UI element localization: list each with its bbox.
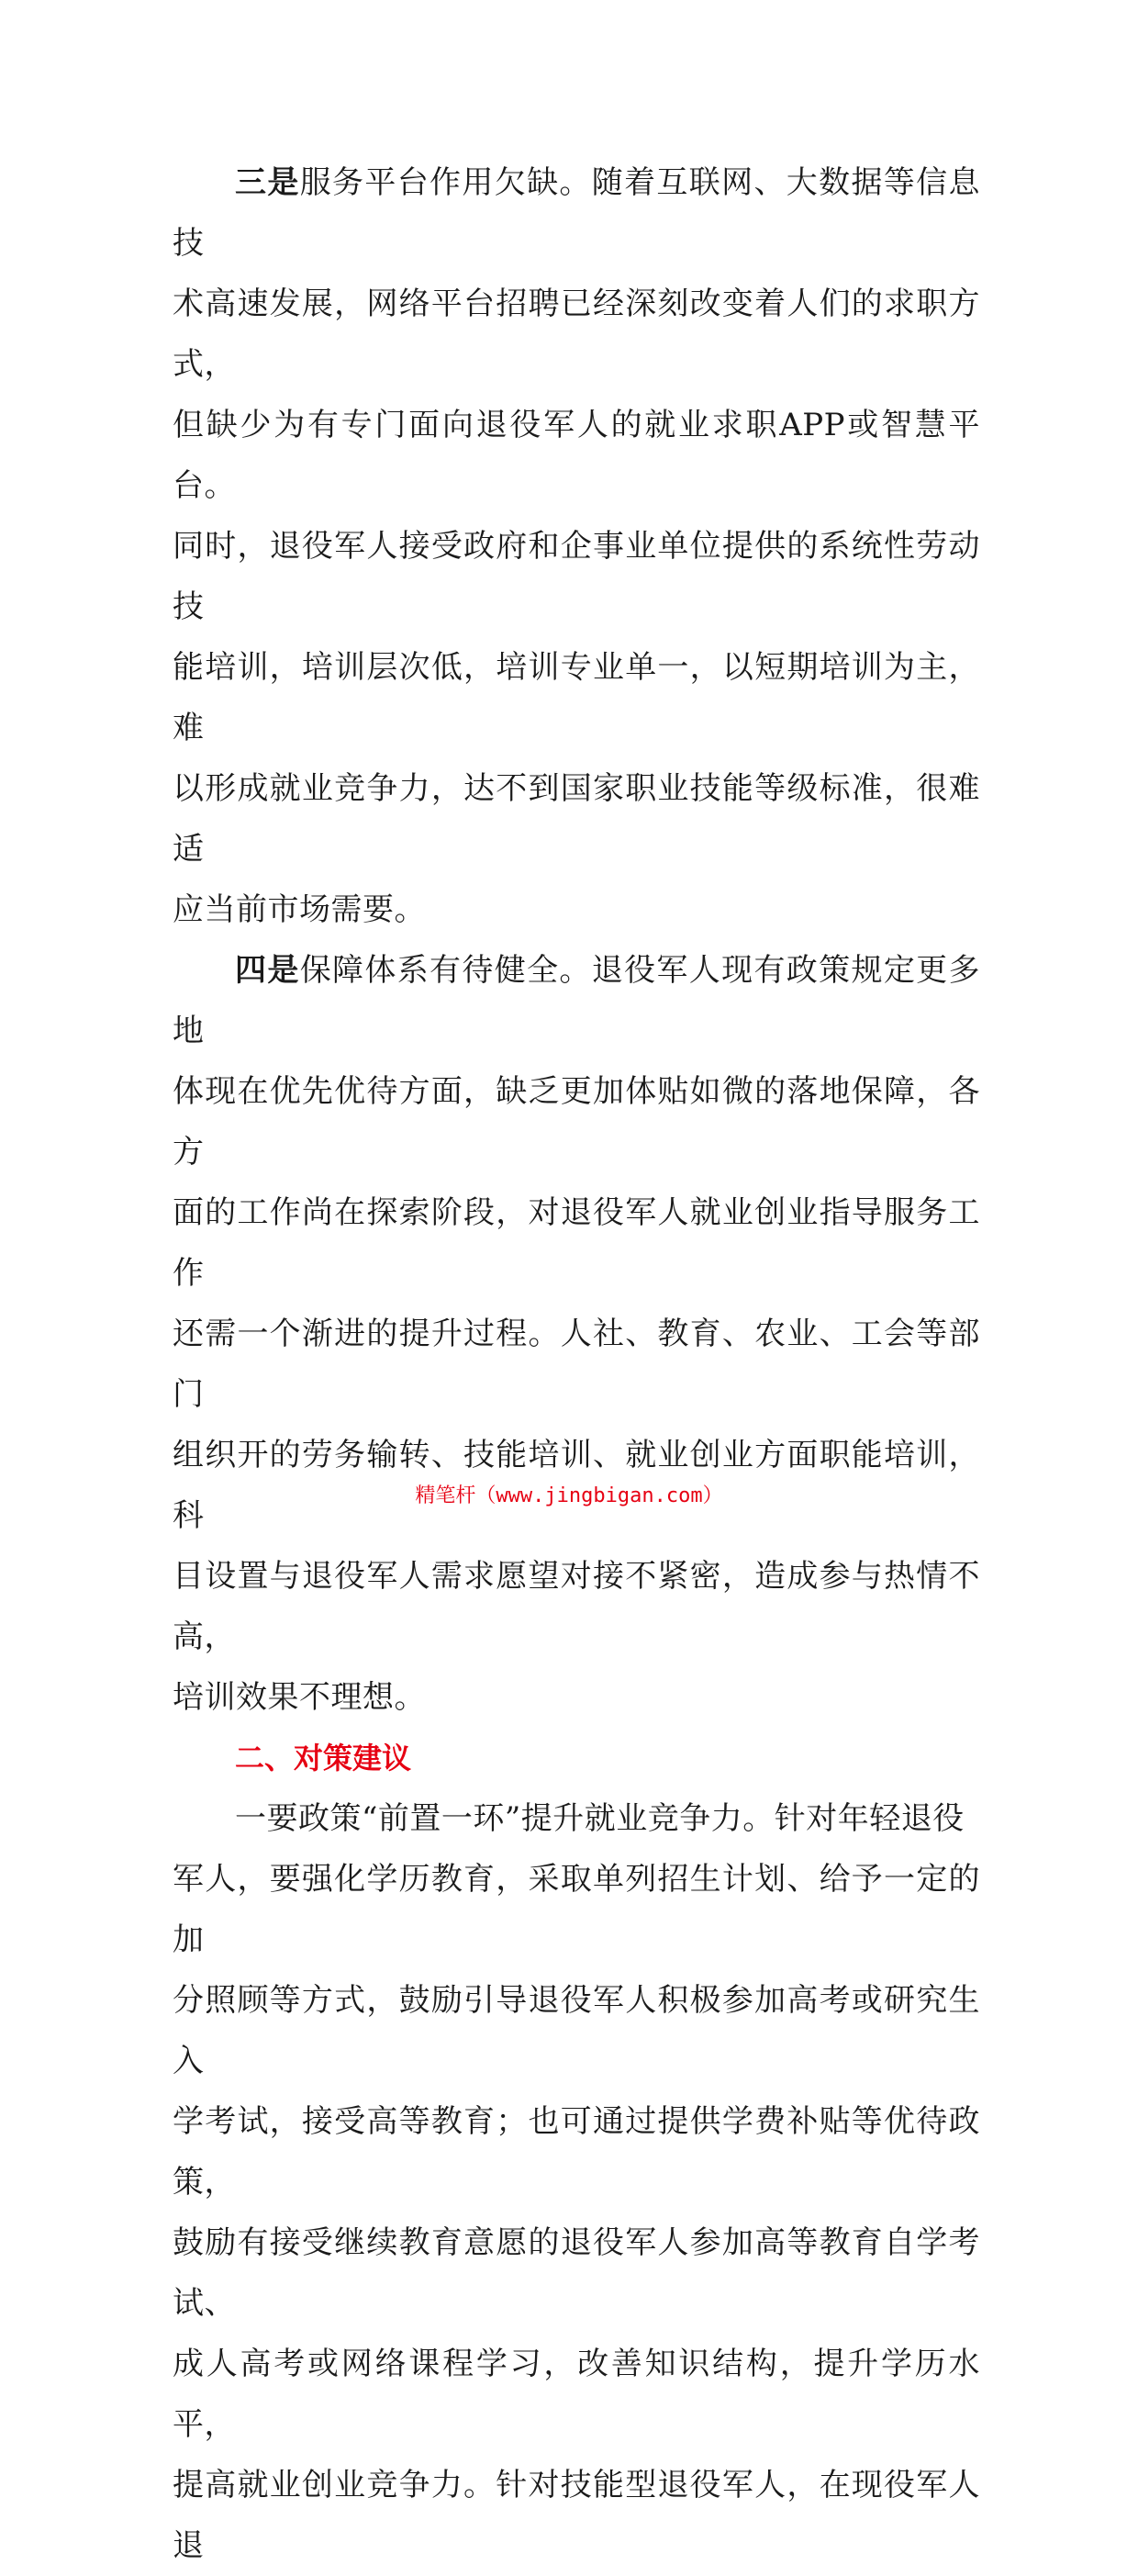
paragraph-service-platform: [173, 152, 980, 940]
document-body: [173, 152, 980, 2576]
paragraph-text: 服务平台作用欠缺。随着互联网、大数据等信息技 术高速发展，网络平台招聘已经深刻改变着人们的求职方式， 但缺少为有专门面向退役军人的就业求职APP或智慧平台。 同时，退役军人接受政府和企事业单位提供的系统性劳动技 能培训，培训层次低，培训专业单一，以短期培训为主，难 以形成就业竞争力，达不到国家职业技能等级标准，很难适 应当前市场需要。: [173, 164, 981, 928]
section-heading-countermeasures: 二、对策建议: [235, 1741, 412, 1775]
paragraph-guarantee-system: [173, 940, 980, 1728]
paragraph-policy-front: 一要政策“前置一环”提升就业竞争力。针对年轻退役 军人，要强化学历教育，采取单列招生计划、给予一定的加 分照顾等方式，鼓励引导退役军人积极参加高考或研究生入 学考试，接受高等教育；也可通过提供学费补贴等优待政策， 鼓励有接受继续教育意愿的退役军人参加高等教育自学考试、 成人高考或网络课程学习，改善知识结构，提升学历水平， 提高就业创业竞争力。针对技能型退役军人，在现役军人退: [173, 1800, 980, 2564]
paragraph-lead-sanshi: 三是: [235, 164, 300, 201]
paragraph-lead-sishi: 四是: [235, 952, 300, 989]
footer-watermark: 精笔杆（www.jingbigan.com）: [415, 1484, 723, 1507]
paragraph-text: 保障体系有待健全。退役军人现有政策规定更多地 体现在优先优待方面，缺乏更加体贴如微的落地保障，各方 面的工作尚在探索阶段，对退役军人就业创业指导服务工作 还需一个渐进的提升过程。人社、教育、农业、工会等部门 组织开的劳务输转、技能培训、就业创业方面职能培训，科 目设置与退役军人需求愿望对接不紧密，造成参与热情不高， 培训效果不理想。: [173, 952, 981, 1716]
